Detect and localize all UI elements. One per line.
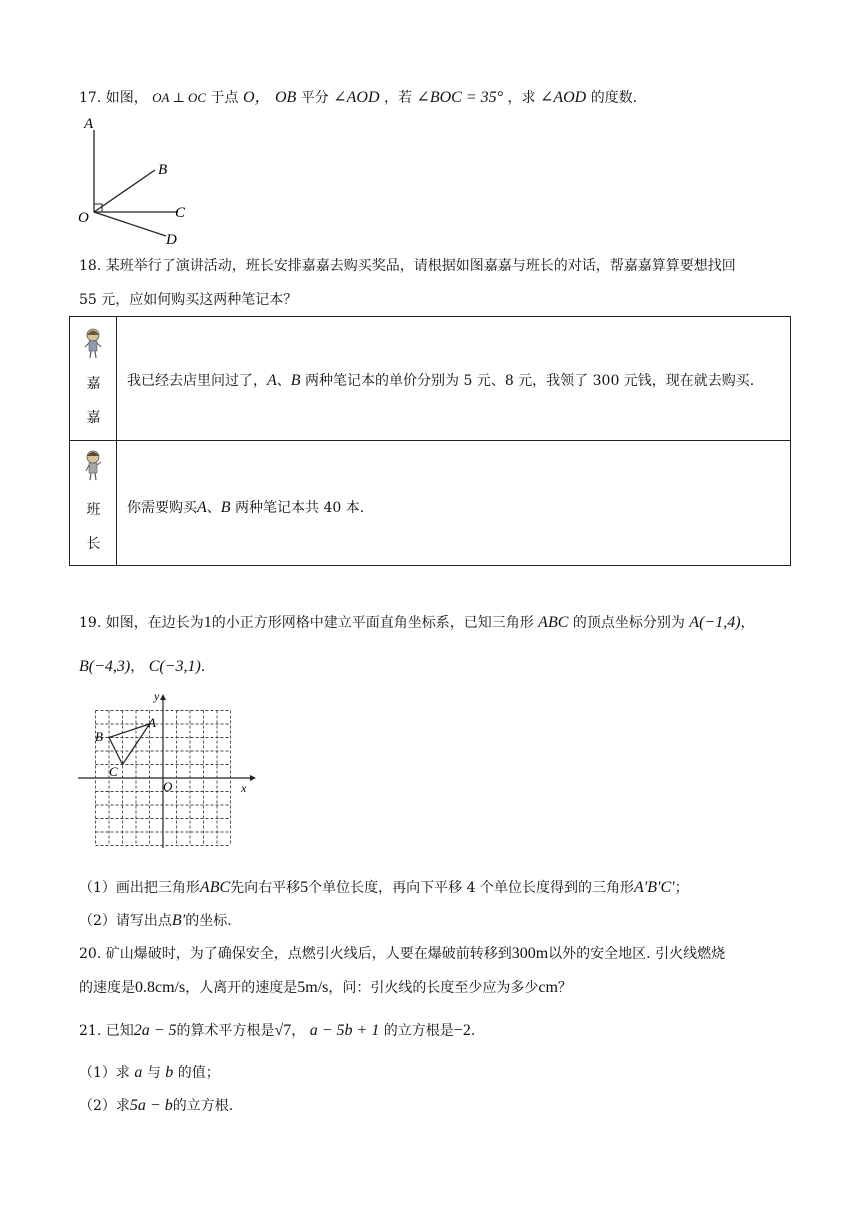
q20-number: 20.: [79, 946, 102, 962]
q21-statement: 21. 已知2a − 5的算术平方根是√7， a − 5b + 1 的立方根是−2.: [79, 1022, 476, 1039]
coord-c: C(−3,1): [148, 658, 201, 675]
label-c: C: [175, 205, 186, 221]
q17-perp-expr: OA ⊥ OC: [152, 90, 207, 105]
q18-number: 18.: [79, 258, 102, 274]
dialogue-row-monitor: [70, 441, 790, 565]
q19-part1: （1）画出把三角形ABC先向右平移5个单位长度，再向下平移 4 个单位长度得到的三角形A′B′C′；: [79, 879, 689, 896]
x-axis-arrow: [250, 775, 256, 781]
dialogue-table: [69, 316, 791, 566]
q18-statement-line1: 18. 某班举行了演讲活动，班长安排嘉嘉去购买奖品，请根据如图嘉嘉与班长的对话，帮嘉嘉算算要想找回: [79, 258, 736, 274]
label-point-c: C: [109, 764, 118, 779]
speaker-cell-jiajia: [70, 317, 117, 440]
q17-number: 17.: [79, 90, 102, 106]
label-o: O: [78, 210, 89, 226]
ray-od: [94, 212, 166, 236]
sqrt-seven: √7: [274, 1022, 292, 1039]
q17-angle-figure: [78, 112, 208, 247]
q21-number: 21.: [79, 1023, 102, 1039]
girl-cartoon-icon: [82, 327, 104, 359]
label-b: B: [158, 162, 168, 178]
label-d: D: [166, 232, 177, 247]
q19-grid-figure: [76, 690, 260, 850]
triangle-abc: [109, 724, 150, 765]
label-point-a: A: [148, 715, 156, 730]
speaker-cell-monitor: [70, 441, 117, 565]
dialogue-text-monitor: 你需要购买A、B 两种笔记本共 40 本.: [127, 499, 365, 516]
speaker-char: 嘉: [86, 376, 101, 392]
q19-part2: （2）请写出点B′的坐标.: [79, 912, 232, 929]
q20-statement-line2: 的速度是0.8cm/s，人离开的速度是5m/s，问：引火线的长度至少应为多少cm？: [79, 979, 572, 996]
label-a: A: [84, 116, 94, 132]
coord-b: B(−4,3): [79, 658, 131, 675]
q21-part2: （2）求5a − b的立方根.: [79, 1097, 234, 1114]
label-y: y: [154, 690, 160, 703]
q17-angle-boc: ∠BOC = 35°: [416, 89, 504, 106]
speaker-char: 长: [86, 536, 101, 552]
q19-number: 19.: [79, 615, 102, 631]
speaker-char: 班: [86, 502, 101, 518]
q20-statement-line1: 20. 矿山爆破时，为了确保安全，点燃引火线后，人要在爆破前转移到300m以外的安全地区. 引火线燃烧: [79, 945, 726, 962]
label-origin: O: [163, 779, 173, 794]
q17-statement: 17. 如图， OA ⊥ OC 于点 O， OB 平分 ∠AOD ，若 ∠BOC = 35° ，求 ∠AOD 的度数.: [79, 89, 638, 106]
ray-ob: [94, 170, 155, 212]
coord-a: A(−1,4): [689, 614, 741, 631]
label-point-b: B: [95, 729, 103, 744]
q21-part1: （1）求 a 与 b 的值；: [79, 1064, 220, 1081]
speaker-char: 嘉: [86, 410, 101, 426]
q19-statement-line2: B(−4,3)， C(−3,1).: [79, 658, 206, 675]
dialogue-text-jiajia: 我已经去店里问过了，A、B 两种笔记本的单价分别为 5 元、8 元，我领了 300 元钱，现在就去购买.: [127, 372, 755, 389]
q18-statement-line2: 55 元，应如何购买这两种笔记本？: [79, 292, 298, 308]
label-x: x: [241, 781, 247, 795]
dialogue-row-jiajia: [70, 317, 790, 441]
student-cartoon-icon: [82, 449, 104, 481]
y-axis-arrow: [160, 694, 166, 700]
q19-statement-line1: 19. 如图，在边长为1的小正方形网格中建立平面直角坐标系，已知三角形 ABC 的顶点坐标分别为 A(−1,4)，: [79, 614, 755, 631]
